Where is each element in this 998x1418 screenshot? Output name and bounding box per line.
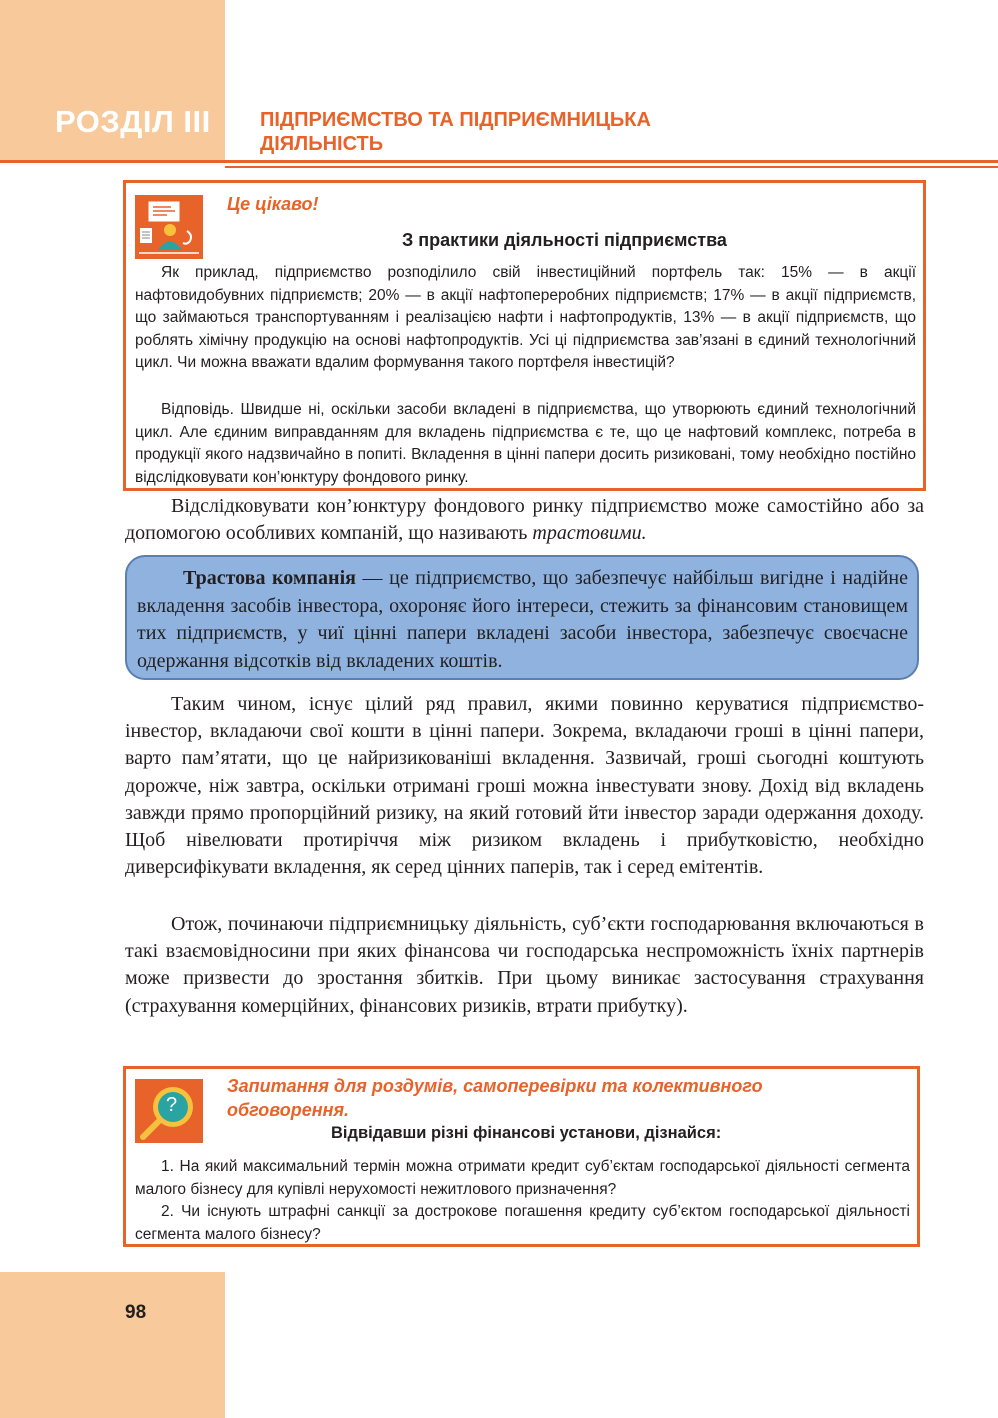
questions-heading-line2: обговорення. bbox=[227, 1100, 350, 1120]
interesting-subtitle: З практики діяльності підприємства bbox=[402, 230, 727, 250]
question-mark-glyph: ? bbox=[166, 1094, 178, 1116]
magnifier-question-icon bbox=[135, 1079, 203, 1143]
presentation-icon bbox=[135, 195, 203, 259]
body-paragraph-2: Таким чином, існує цілий ряд правил, якими повинно керуватися підприємство-інвестор, вкладаючи свої кошти в цінні папери. Зокрема, вкладаючи гроші в цінні папери, варто пам’ятати, що це найризикованіші вкладення. Зазвичай, гроші сьогодні коштують дорожче, ніж завтра, оскільки отримані гроші можна інвестувати знову. Дохід від вкладень завжди прямо пропорційний ризику, на який готовий йти інвестор заради одержання доходу. Щоб нівелювати протиріччя між ризиком вкладень і прибутковістю, необхідно диверсифікувати вкладення, як серед цінних паперів, так і серед емітентів. bbox=[125, 693, 924, 879]
interesting-paragraph-2: Відповідь. Швидше ні, оскільки засоби вкладені в підприємства, що утворюють єдиний технологічний цикл. Але єдиним виправданням для вкладень підприємства є те, що це нафтовий комплекс, потреба в продукції якого надзвичайно в попиті. Вкладення в цінні папери досить ризиковані, тому необхідно постійно відслідковувати кон’юнктуру фондового ринку. bbox=[135, 401, 916, 486]
questions-box bbox=[123, 1066, 920, 1247]
definition-body: — це підприємство, що забезпечує найбільш вигідне і надійне вкладення засобів інвестора, охороняє його інтереси, стежить за фінансовим становищем тих підприємств, у чиї цінні папери вкладені засоби інвестора, забезпечує своєчасне одержання відсотків від вкладених коштів. bbox=[137, 567, 908, 672]
page-number: 98 bbox=[125, 1302, 147, 1323]
definition-term: Трастова компанія bbox=[183, 567, 356, 589]
questions-subtitle: Відвідавши різні фінансові установи, дізнайся: bbox=[331, 1124, 722, 1142]
interesting-label: Це цікаво! bbox=[227, 194, 319, 214]
body-paragraph-1 bbox=[125, 493, 924, 547]
page-tab-background bbox=[0, 1272, 225, 1418]
body-paragraph-1-text: Відслідковувати кон’юнктуру фондового ринку підприємство може самостійно або за допомогою особливих компаній, що називають bbox=[125, 495, 924, 545]
trust-term-italic: трастовими. bbox=[532, 522, 647, 545]
question-2: 2. Чи існують штрафні санкції за дострокове погашення кредиту суб’єктом господарської діяльності сегмента малого бізнесу? bbox=[135, 1203, 910, 1243]
chapter-title bbox=[260, 108, 860, 156]
header-rule-secondary bbox=[225, 166, 998, 168]
body-paragraph-3: Отож, починаючи підприємницьку діяльність, суб’єкти господарювання включаються в такі взаємовідносини при яких фінансова чи господарська неспроможність їхніх партнерів може призвести до зростання збитків. При цьому виникає застосування страхування (страхування комерційних, фінансових ризиків, втрати прибутку). bbox=[125, 913, 924, 1017]
section-label: РОЗДІЛ ІІІ bbox=[55, 104, 211, 139]
definition-box bbox=[125, 555, 919, 680]
question-1: 1. На який максимальний термін можна отримати кредит суб’єктам господарської діяльності сегмента малого бізнесу для купівлі нерухомості нежитлового призначення? bbox=[135, 1158, 910, 1198]
questions-heading bbox=[227, 1074, 763, 1122]
questions-heading-line1: Запитання для роздумів, самоперевірки та колективного bbox=[227, 1076, 763, 1096]
interesting-paragraph-1: Як приклад, підприємство розподілило свій інвестиційний портфель так: 15% — в акції нафтовидобувних підприємств; 20% — в акції нафтопереробних підприємств; 17% — в акції підприємств, що займаються транспортуванням і реалізацією нафти і нафтопродуктів, 13% — в акції підприємств, що роблять хімічну продукцію на основі нафтопродуктів. Усі ці підприємства зав’язані в єдиний технологічний цикл. Чи можна вважати вдалим формування такого портфеля інвестицій? bbox=[135, 264, 916, 372]
definition-text bbox=[137, 565, 908, 675]
interesting-box bbox=[123, 180, 926, 491]
header-rule bbox=[0, 160, 998, 163]
chapter-title-line1: ПІДПРИЄМСТВО ТА ПІДПРИЄМНИЦЬКА bbox=[260, 109, 651, 131]
chapter-title-line2: ДІЯЛЬНІСТЬ bbox=[260, 133, 384, 155]
